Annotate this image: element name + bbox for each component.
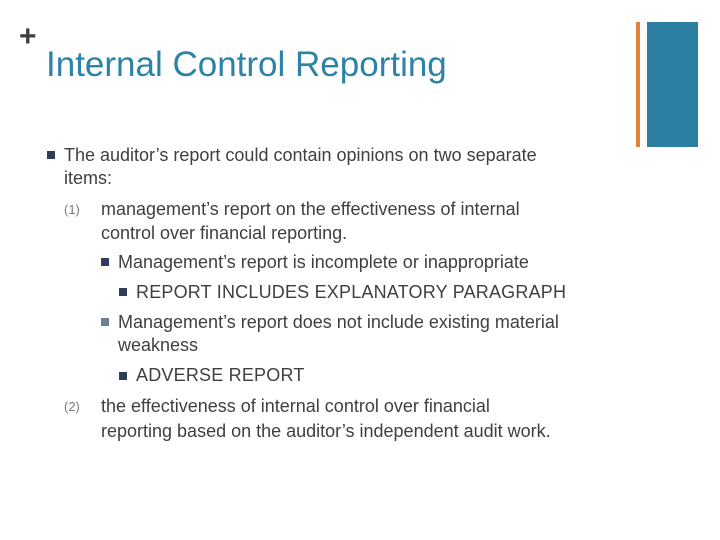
item-1-line-2: control over financial reporting. [101,223,348,243]
sub-sub-bullet-1: REPORT INCLUDES EXPLANATORY PARAGRAPH [136,282,567,302]
sub-sub-bullet-2: ADVERSE REPORT [136,365,305,385]
sub-bullet-2-line-2: weakness [118,335,199,355]
number-label-2: (2) [64,399,80,414]
slide-title: Internal Control Reporting [46,45,447,84]
item-2-line-2: reporting based on the auditor’s independent audit work. [101,421,551,441]
item-1-line-1: management’s report on the effectiveness of internal [101,199,520,219]
bullet-1-line-2: items: [64,168,113,188]
sub-bullet-1: Management’s report is incomplete or inappropriate [118,252,529,272]
orange-accent-bar [636,22,640,147]
number-label-1: (1) [64,202,80,217]
sub-bullet-icon [101,258,109,266]
blue-accent-block [647,22,698,147]
sub-bullet-2-line-1: Management’s report does not include existing material [118,312,559,332]
sub-sub-bullet-icon [119,288,127,296]
bullet-1-line-1: The auditor’s report could contain opinions on two separate [64,145,537,165]
item-2-line-1: the effectiveness of internal control over financial [101,396,490,416]
sub-sub-bullet-icon [119,372,127,380]
bullet-square-icon [47,151,55,159]
sub-bullet-icon [101,318,109,326]
plus-icon: + [19,20,37,53]
